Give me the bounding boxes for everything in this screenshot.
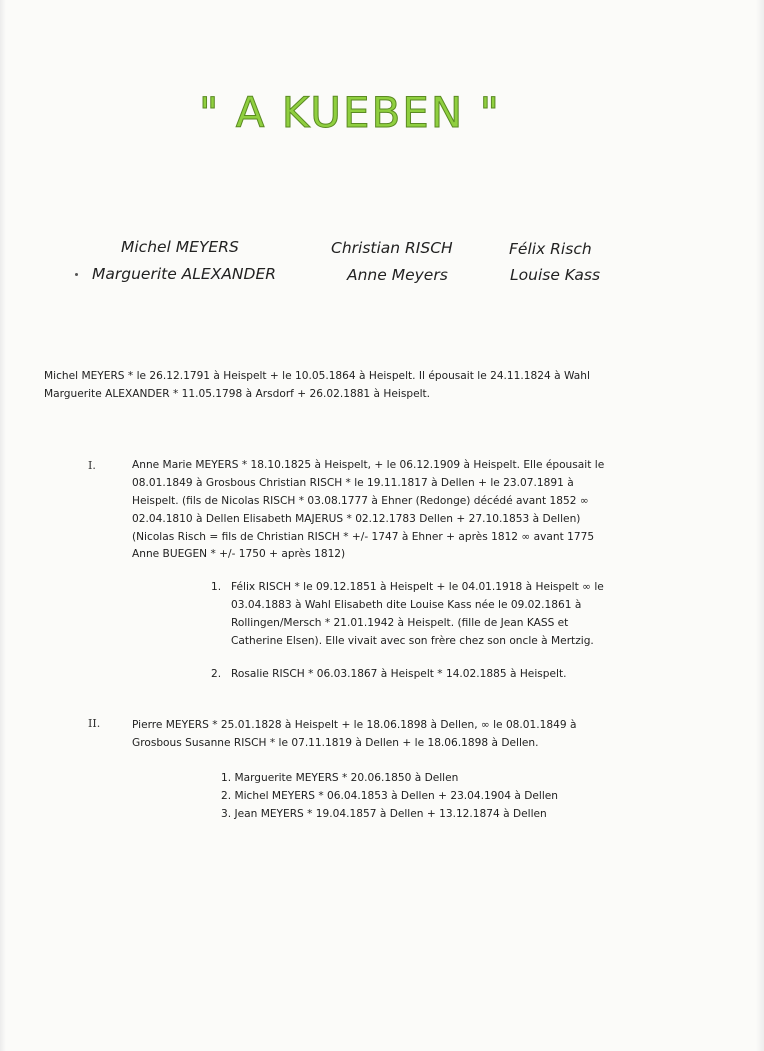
child-felix-line: 03.04.1883 à Wahl Elisabeth dite Louise Kass née le 09.02.1861 à [231,599,582,611]
section-marker-2: II. [88,717,101,730]
header-christian-risch: Christian RISCH [331,239,453,257]
scan-edge-right [756,0,764,1051]
header-michel-meyers: Michel MEYERS [121,238,239,256]
page-title: " A KUEBEN " [199,88,501,137]
section1-line: 08.01.1849 à Grosbous Christian RISCH * le 19.11.1817 à Dellen + le 23.07.1891 à [132,477,574,489]
header-louise-kass: Louise Kass [510,266,601,284]
header-anne-meyers: Anne Meyers [347,266,448,284]
section1-line: 02.04.1810 à Dellen Elisabeth MAJERUS * 02.12.1783 Dellen + 27.10.1853 à Dellen) [132,513,581,525]
child-number-1: 1. [211,581,222,593]
scan-edge-left [0,0,6,1051]
child-felix-line: Félix RISCH * le 09.12.1851 à Heispelt + le 04.01.1918 à Heispelt ∞ le [231,581,604,593]
child-michel-meyers: 2. Michel MEYERS * 06.04.1853 à Dellen + 23.04.1904 à Dellen [221,790,559,802]
intro-line-1: Michel MEYERS * le 26.12.1791 à Heispelt + le 10.05.1864 à Heispelt. Il épousait le 24.11.1824 à Wahl [44,370,590,382]
child-rosalie-line: Rosalie RISCH * 06.03.1867 à Heispelt * 14.02.1885 à Heispelt. [231,668,567,680]
section-marker-1: I. [88,459,96,472]
section2-line: Pierre MEYERS * 25.01.1828 à Heispelt + le 18.06.1898 à Dellen, ∞ le 08.01.1849 à [132,719,577,731]
section1-line: Heispelt. (fils de Nicolas RISCH * 03.08.1777 à Ehner (Redonge) décédé avant 1852 ∞ [132,495,589,507]
section2-line: Grosbous Susanne RISCH * le 07.11.1819 à Dellen + le 18.06.1898 à Dellen. [132,737,539,749]
bullet-dot-mark [75,273,78,276]
child-jean-meyers: 3. Jean MEYERS * 19.04.1857 à Dellen + 13.12.1874 à Dellen [221,808,547,820]
header-felix-risch: Félix Risch [509,240,592,258]
child-felix-line: Catherine Elsen). Elle vivait avec son frère chez son oncle à Mertzig. [231,635,594,647]
section1-line: Anne Marie MEYERS * 18.10.1825 à Heispelt, + le 06.12.1909 à Heispelt. Elle épousait le [132,459,605,471]
section1-line: (Nicolas Risch = fils de Christian RISCH * +/- 1747 à Ehner + après 1812 ∞ avant 1775 [132,531,595,543]
header-marguerite-alexander: Marguerite ALEXANDER [92,265,277,283]
child-number-2: 2. [211,668,222,680]
section1-line: Anne BUEGEN * +/- 1750 + après 1812) [132,548,346,560]
child-felix-line: Rollingen/Mersch * 21.01.1942 à Heispelt. (fille de Jean KASS et [231,617,569,629]
child-marguerite-meyers: 1. Marguerite MEYERS * 20.06.1850 à Dellen [221,772,459,784]
intro-line-2: Marguerite ALEXANDER * 11.05.1798 à Arsdorf + 26.02.1881 à Heispelt. [44,388,431,400]
